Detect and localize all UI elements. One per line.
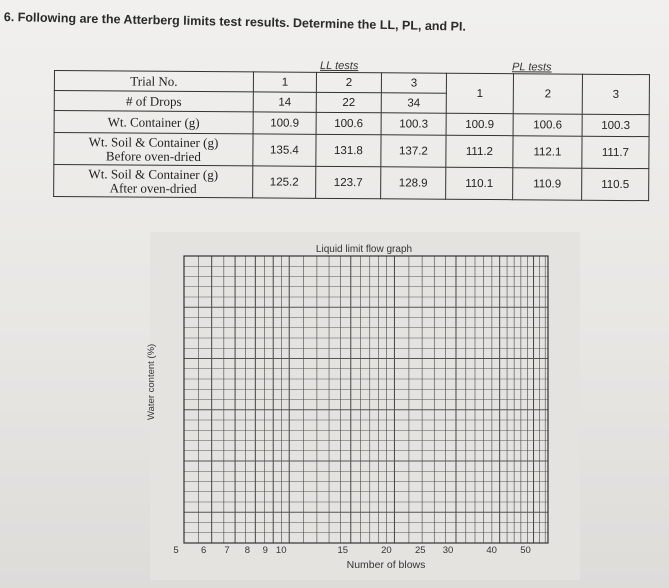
ll-drops-2: 22 (316, 92, 381, 112)
x-axis-label: Number of blows (346, 559, 426, 571)
x-tick-label: 9 (262, 545, 268, 556)
pl-after-2: 110.9 (513, 168, 582, 200)
pl-before-2: 112.1 (513, 136, 582, 168)
ll-container-3: 100.3 (381, 113, 446, 135)
question-text: 6. Following are the Atterberg limits test results. Determine the LL, PL, and PI. (3, 10, 467, 34)
ll-container-1: 100.9 (253, 112, 316, 134)
ll-trial-2: 2 (316, 72, 381, 92)
pl-container-2: 100.6 (513, 114, 582, 136)
pl-trial-2: 2 (513, 74, 582, 114)
pl-after-1: 110.1 (446, 167, 513, 199)
ll-before-1: 135.4 (253, 134, 316, 166)
ll-after-2: 123.7 (316, 166, 381, 198)
pl-before-1: 111.2 (446, 135, 513, 167)
x-tick-label: 10 (275, 545, 287, 556)
x-tick-label: 20 (381, 545, 392, 556)
ll-drops-3: 34 (381, 93, 446, 113)
x-tick-label: 8 (244, 545, 250, 556)
x-tick-label: 15 (337, 545, 349, 556)
ll-after-1: 125.2 (253, 166, 316, 198)
row-label-after-line1: Wt. Soil & Container (g) (88, 165, 219, 182)
row-label-before-line2: Before oven-dried (105, 147, 201, 164)
ll-container-2: 100.6 (316, 112, 381, 134)
ll-tests-header: LL tests (319, 59, 359, 73)
x-tick-label: 40 (486, 545, 497, 556)
horizontal-gridlines (184, 266, 548, 533)
pl-trial-1: 1 (446, 73, 513, 113)
pl-before-3: 111.7 (582, 136, 649, 168)
row-label-drops: # of Drops (54, 91, 253, 112)
ll-trial-3: 3 (381, 73, 446, 93)
ll-before-3: 137.2 (381, 135, 446, 167)
pl-after-3: 110.5 (582, 168, 649, 200)
pl-trial-3: 3 (582, 74, 649, 114)
row-label-after-line2: After oven-dried (109, 179, 197, 196)
x-tick-label: 6 (201, 545, 207, 556)
ll-drops-1: 14 (253, 92, 316, 112)
x-tick-label: 30 (442, 545, 454, 556)
chart-title: Liquid limit flow graph (315, 244, 413, 255)
pl-tests-header: PL tests (511, 61, 552, 74)
x-tick-labels (173, 545, 530, 556)
ll-before-2: 131.8 (316, 134, 381, 166)
pl-container-1: 100.9 (446, 113, 513, 135)
x-tick-label: 50 (520, 545, 531, 556)
y-axis-label: Water content (%) (146, 343, 157, 420)
row-label-container: Wt. Container (g) (54, 111, 253, 134)
row-label-before-line1: Wt. Soil & Container (g) (88, 133, 219, 150)
x-tick-label: 25 (415, 545, 426, 556)
x-tick-label: 7 (224, 545, 230, 556)
row-label-trial: Trial No. (54, 71, 253, 92)
x-tick-label: 5 (173, 545, 179, 556)
ll-trial-1: 1 (253, 72, 316, 92)
pl-container-3: 100.3 (582, 114, 649, 136)
ll-after-3: 128.9 (381, 167, 446, 199)
